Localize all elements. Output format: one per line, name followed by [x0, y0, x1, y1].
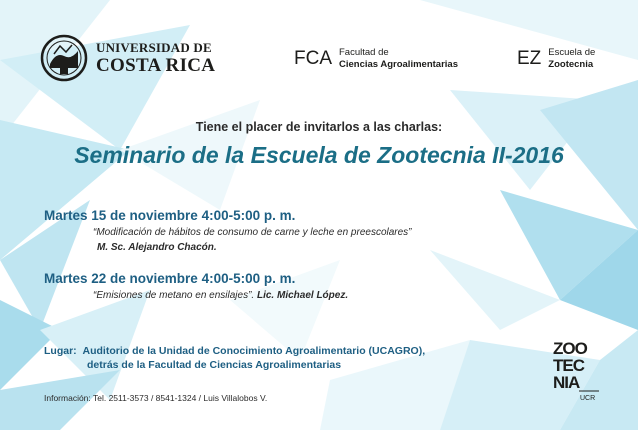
- ez-logo: [517, 47, 595, 71]
- ucr-logo: [40, 34, 215, 82]
- talk-1-topic: “Modificación de hábitos de consumo de carne y leche en preescolares”: [93, 227, 412, 238]
- ez-abbreviation: EZ: [517, 47, 542, 69]
- talk-2-speaker: Lic. Michael López.: [256, 290, 349, 301]
- fca-abbreviation: FCA: [294, 47, 332, 69]
- ucr-name-line2: COSTA RICA: [96, 55, 216, 76]
- talk-2-date: Martes 22 de noviembre 4:00-5:00 p. m.: [44, 271, 296, 286]
- zootecnia-row1: ZOO: [553, 339, 587, 358]
- venue-line2: detrás de la Facultad de Ciencias Agroalimentarias: [87, 359, 342, 371]
- zootecnia-ucr: UCR: [580, 395, 596, 402]
- invitation-subtitle: Tiene el placer de invitarlos a las charlas:: [195, 120, 443, 134]
- talk-1-speaker: M. Sc. Alejandro Chacón.: [97, 242, 217, 253]
- fca-name-line1: Facultad de: [339, 47, 389, 58]
- zootecnia-logo: [553, 338, 599, 402]
- fca-logo: [294, 47, 458, 71]
- venue-label: Lugar:: [44, 345, 77, 357]
- ucr-seal-icon: [40, 34, 88, 82]
- venue-line1: Auditorio de la Unidad de Conocimiento Agroalimentario (UCAGRO),: [82, 345, 426, 357]
- venue: [44, 344, 425, 372]
- talk-2-topic: “Emisiones de metano en ensilajes”.: [93, 290, 255, 301]
- ez-name-line1: Escuela de: [548, 47, 596, 58]
- zootecnia-row2: TEC: [553, 356, 584, 375]
- talk-1-date: Martes 15 de noviembre 4:00-5:00 p. m.: [44, 208, 296, 223]
- fca-name-line2: Ciencias Agroalimentarias: [339, 58, 458, 70]
- contact-info: Información: Tel. 2511-3573 / 8541-1324 / Luis Villalobos V.: [44, 393, 268, 403]
- ez-name-line2: Zootecnia: [548, 58, 594, 70]
- zootecnia-row3: NIA: [553, 373, 580, 392]
- seminar-title: Seminario de la Escuela de Zootecnia II-2016: [74, 142, 564, 168]
- ucr-name-line1: UNIVERSIDAD DE: [96, 40, 212, 55]
